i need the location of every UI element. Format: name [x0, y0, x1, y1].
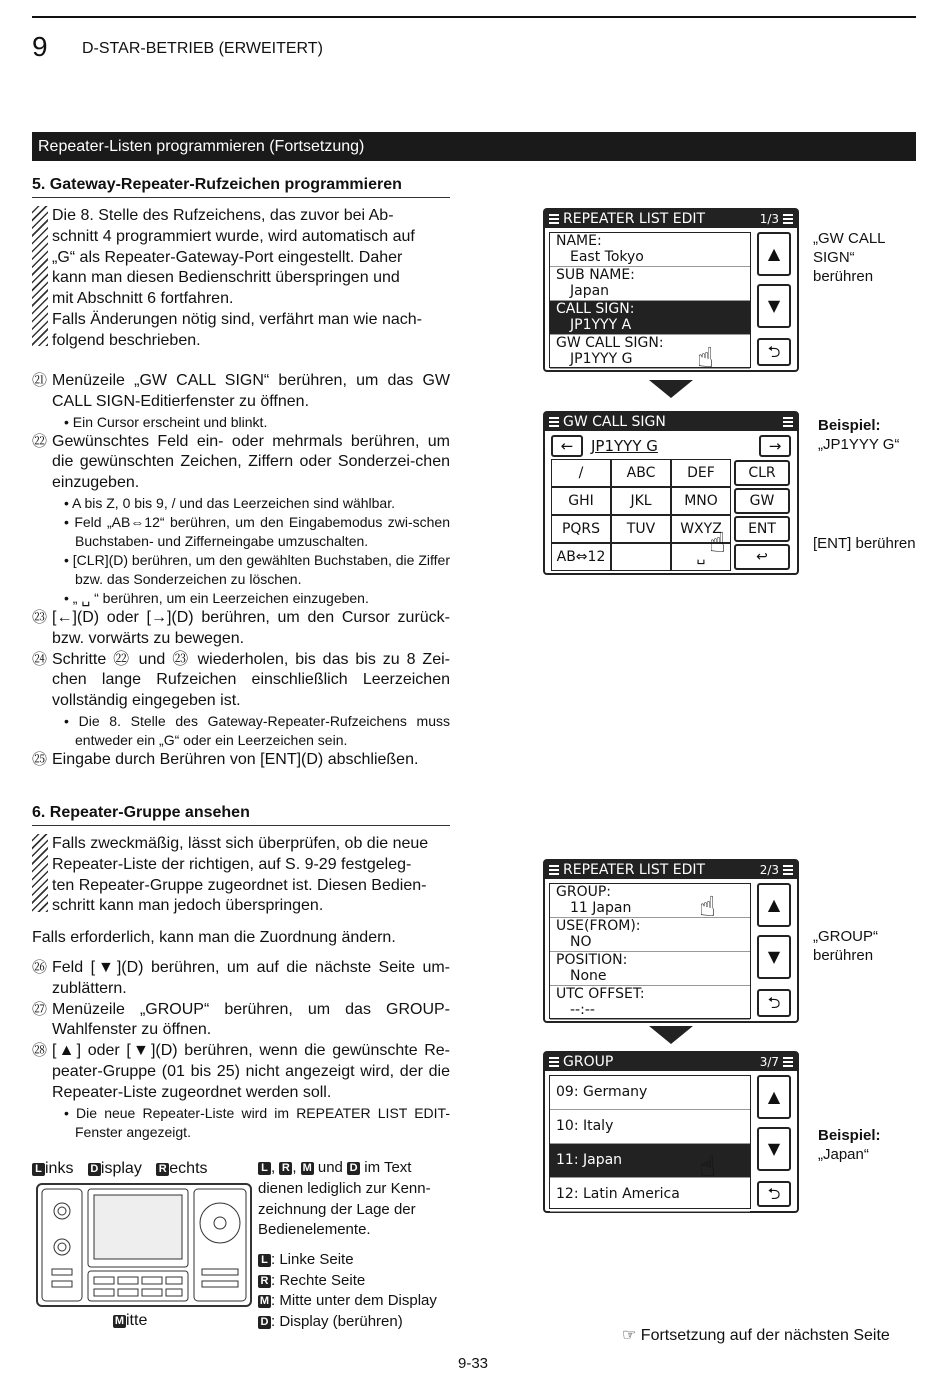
- screen-title: GROUP: [563, 1054, 614, 1070]
- legend-letter: L: [258, 1254, 271, 1267]
- menu-row[interactable]: [550, 1178, 750, 1212]
- note-line: Falls Änderungen nötig sind, verfährt man wie nach-: [52, 310, 422, 328]
- menu-row[interactable]: [550, 952, 750, 986]
- touch-hand-icon: ☝: [709, 526, 727, 559]
- legend-text: : Display (berühren): [271, 1312, 403, 1330]
- step-text: Gewünschtes Feld ein- oder mehrmals berühren, um die gewünschten Zeichen, Ziffern oder Sonderzei-chen einzugeben.: [52, 432, 450, 492]
- keypad-key[interactable]: ↩: [734, 544, 790, 570]
- page-indicator: 3/7: [759, 1055, 779, 1069]
- keypad-key[interactable]: GW: [734, 488, 790, 514]
- keypad-key[interactable]: JKL: [611, 487, 671, 515]
- screen-title-bar: [545, 210, 797, 228]
- step-note-text: • Feld „AB⇔12“ berühren, um den Eingabemodus zwi-schen Buchstaben- und Zifferneingabe umzuschalten.: [64, 513, 450, 549]
- entry-row: [551, 435, 791, 457]
- menu-icon: [549, 865, 559, 875]
- call-sign-field[interactable]: JP1YYY G: [591, 437, 658, 455]
- radio-front-drawing: [38, 1185, 250, 1305]
- screen-4-caption: Beispiel: „Japan“: [818, 1127, 881, 1163]
- step-number: ㉒: [32, 432, 48, 450]
- legend-text: : Rechte Seite: [271, 1271, 366, 1289]
- menu-icon: [549, 1057, 559, 1067]
- arrow-down-icon: [649, 380, 693, 398]
- menu-icon: [783, 417, 793, 427]
- keypad-key[interactable]: ␣: [671, 543, 731, 571]
- note-line: Die 8. Stelle des Rufzeichens, das zuvor bei Ab-: [52, 207, 394, 224]
- step-text: [▲] oder [▼](D) berühren, wenn die gewünschte Re-peater-Gruppe (01 bis 25) nicht angezeigt wird, der die Repeater-Liste zugeordnet werden soll.: [52, 1042, 450, 1101]
- row-value: 11 Japan: [570, 900, 632, 916]
- section-band: [32, 132, 916, 161]
- keypad-key[interactable]: ENT: [734, 516, 790, 542]
- chapter-number: 9: [32, 31, 48, 62]
- step-item: [32, 958, 450, 1000]
- page-indicator: 2/3: [759, 863, 779, 877]
- section-6-steps: [32, 958, 450, 1142]
- legend-text: : Linke Seite: [271, 1251, 354, 1268]
- group-name: 12: Latin America: [556, 1186, 680, 1202]
- step-note: [32, 413, 450, 432]
- note-line: mit Abschnitt 6 fortfahren.: [52, 290, 234, 308]
- step-item: [32, 608, 450, 650]
- menu-row[interactable]: [550, 1144, 750, 1178]
- section-5-title: 5. Gateway-Repeater-Rufzeichen programmieren: [32, 176, 450, 198]
- back-button[interactable]: ⮌: [757, 989, 791, 1017]
- screen-title: REPEATER LIST EDIT: [563, 211, 706, 227]
- step-item: [32, 750, 450, 771]
- row-value: Japan: [570, 283, 610, 299]
- step-item: [32, 432, 450, 494]
- step-text: [←](D) oder [→](D) berühren, um den Cursor zurück- bzw. vorwärts zu bewegen.: [52, 608, 450, 647]
- section-6-note: [32, 834, 450, 918]
- screen-3-caption: „GROUP“ berühren: [813, 928, 878, 964]
- letter-display: D isplay: [88, 1160, 142, 1177]
- keypad-key[interactable]: TUV: [611, 515, 671, 543]
- legend-letter: R: [258, 1275, 271, 1288]
- menu-icon: [783, 1057, 793, 1067]
- legend-item: [258, 1291, 458, 1312]
- row-label: UTC OFFSET:: [556, 986, 645, 1002]
- step-number: ㉕: [32, 750, 48, 768]
- note-line: kann man diesen Bedienschritt überspringen und: [52, 269, 400, 287]
- group-name: 11: Japan: [556, 1152, 623, 1168]
- menu-icon: [783, 865, 793, 875]
- legend-item: [258, 1250, 458, 1271]
- menu-row[interactable]: [550, 986, 750, 1020]
- menu-list: [549, 232, 751, 368]
- row-label: CALL SIGN:: [556, 301, 635, 317]
- touch-hand-icon: ☝: [697, 341, 715, 374]
- group-list: [549, 1075, 751, 1209]
- screen-repeater-list-edit-1: [543, 208, 799, 372]
- step-number: ㉔: [32, 650, 48, 668]
- screen-title-bar: [545, 1053, 797, 1071]
- note-text: [52, 834, 450, 917]
- note-line: „G“ als Repeater-Gateway-Port eingestellt. Daher: [52, 248, 403, 266]
- screen-gw-call-sign: [543, 411, 799, 575]
- legend-intro: L , R , M und D im Text dienen lediglich zur Kenn- zeichnung der Lage der Bedienelemente.: [258, 1159, 431, 1239]
- step-note: [32, 712, 450, 750]
- header-rule: [32, 16, 916, 18]
- step-note: [32, 1104, 450, 1142]
- page-number: 9-33: [458, 1355, 489, 1372]
- step-number: ㉗: [32, 1000, 48, 1018]
- keypad-key[interactable]: ABC: [611, 459, 671, 487]
- row-value: JP1YYY A: [570, 317, 632, 333]
- scroll-down-button[interactable]: ▼: [757, 935, 791, 979]
- step-text: Menüzeile „GROUP“ berühren, um das GROUP-Wahlfenster zu öffnen.: [52, 1000, 450, 1039]
- screen-1-caption: „GW CALL SIGN“ berühren: [813, 230, 886, 285]
- keypad-key[interactable]: GHI: [551, 487, 611, 515]
- scroll-down-button[interactable]: ▼: [757, 284, 791, 328]
- screen-2-caption: Beispiel: „JP1YYY G“: [818, 417, 900, 453]
- legend-labels: [32, 1160, 227, 1178]
- step-item: [32, 371, 450, 413]
- note-line: Falls zweckmäßig, lässt sich überprüfen, ob die neue: [52, 835, 429, 852]
- step-note-text: • „ ␣ “ berühren, um ein Leerzeichen einzugeben.: [64, 589, 369, 606]
- menu-row[interactable]: [550, 301, 750, 335]
- group-name: 10: Italy: [556, 1118, 614, 1134]
- note-line: ten Repeater-Gruppe zugeordnet ist. Diesen Bedien-: [52, 876, 427, 894]
- note-text: [52, 206, 450, 352]
- step-item: [32, 1041, 450, 1103]
- step-number: ㉓: [32, 608, 48, 626]
- legend-text: : Mitte unter dem Display: [271, 1292, 437, 1309]
- menu-row[interactable]: [550, 267, 750, 301]
- step-note-text: • A bis Z, 0 bis 9, / und das Leerzeichen sind wählbar.: [64, 494, 395, 511]
- step-note: [32, 494, 450, 513]
- touch-hand-icon: ☝: [699, 1150, 717, 1183]
- section-5-note: [32, 206, 450, 352]
- step-text: Feld [▼](D) berühren, um auf die nächste Seite um-zublättern.: [52, 959, 450, 997]
- row-label: USE(FROM):: [556, 918, 641, 934]
- keypad-key[interactable]: CLR: [734, 460, 790, 486]
- character-keypad: [551, 459, 793, 571]
- note-hatch: [32, 206, 48, 346]
- menu-icon: [783, 214, 793, 224]
- step-note: [32, 589, 450, 608]
- letter-left: L inks: [32, 1160, 73, 1177]
- row-value: JP1YYY G: [570, 351, 633, 367]
- section-5-steps: [32, 371, 450, 771]
- keypad-key[interactable]: MNO: [671, 487, 731, 515]
- radio-front-image: [36, 1183, 252, 1307]
- back-button[interactable]: ⮌: [757, 1181, 791, 1207]
- keypad-key[interactable]: AB⇔12: [551, 543, 611, 571]
- screen-title-bar: [545, 413, 797, 431]
- screen-group: [543, 1051, 799, 1213]
- legend-items: [258, 1250, 458, 1332]
- step-note-text: • Ein Cursor erscheint und blinkt.: [64, 413, 268, 430]
- step-text: Menüzeile „GW CALL SIGN“ berühren, um das GW CALL SIGN-Editierfenster zu öffnen.: [52, 372, 450, 410]
- row-value: East Tokyo: [570, 249, 644, 265]
- step-text: Eingabe durch Berühren von [ENT](D) abschließen.: [52, 750, 419, 768]
- row-label: GROUP:: [556, 884, 612, 900]
- step-number: ㉖: [32, 959, 48, 976]
- keypad-key[interactable]: [611, 543, 671, 571]
- row-value: NO: [570, 934, 592, 950]
- row-label: SUB NAME:: [556, 267, 635, 283]
- letter-middle: M itte: [114, 1312, 148, 1329]
- screen-title: GW CALL SIGN: [563, 414, 666, 430]
- legend-letter: M: [259, 1295, 270, 1307]
- menu-icon: [549, 417, 559, 427]
- screen-title: REPEATER LIST EDIT: [563, 862, 706, 878]
- screen-repeater-list-edit-2: [543, 859, 799, 1023]
- ent-caption: [ENT] berühren: [813, 535, 916, 552]
- note-line: schnitt 4 programmiert wurde, wird automatisch auf: [52, 227, 415, 245]
- letter-right: R echts: [156, 1160, 207, 1177]
- row-label: NAME:: [556, 233, 602, 249]
- chapter-title: D-STAR-BETRIEB (ERWEITERT): [82, 40, 323, 57]
- keypad-key[interactable]: /: [551, 459, 611, 487]
- note-hatch: [32, 834, 48, 912]
- step-note: [32, 513, 450, 551]
- scroll-up-button[interactable]: ▲: [757, 232, 791, 276]
- step-note-text: • [CLR](D) berühren, um den gewählten Buchstaben, die Ziffer bzw. das Sonderzeichen zu löschen.: [64, 551, 450, 587]
- section-6-title: 6. Repeater-Gruppe ansehen: [32, 804, 450, 826]
- note-line: folgend beschrieben.: [52, 331, 201, 349]
- legend-letter: D: [258, 1316, 271, 1329]
- step-note-text: • Die 8. Stelle des Gateway-Repeater-Rufzeichens muss entweder ein „G“ oder ein Leerzeichen sein.: [64, 712, 450, 748]
- step-item: [32, 650, 450, 712]
- cursor-right-button[interactable]: →: [759, 435, 791, 457]
- cursor-left-button[interactable]: ←: [551, 435, 583, 457]
- step-number: ㉘: [32, 1042, 48, 1060]
- group-name: 09: Germany: [556, 1084, 648, 1100]
- step-note-text: • Die neue Repeater-Liste wird im REPEATER LIST EDIT-Fenster angezeigt.: [64, 1104, 450, 1140]
- touch-hand-icon: ☝: [699, 890, 717, 923]
- step-number: ㉑: [32, 372, 48, 389]
- scroll-down-button[interactable]: ▼: [757, 1127, 791, 1171]
- continue-note: ☞ Fortsetzung auf der nächsten Seite: [622, 1327, 890, 1344]
- band-title: Repeater-Listen programmieren (Fortsetzung): [38, 138, 365, 155]
- back-button[interactable]: ⮌: [757, 338, 791, 366]
- keypad-key[interactable]: WXYZ: [671, 515, 731, 543]
- menu-row[interactable]: [550, 233, 750, 267]
- menu-row[interactable]: [550, 335, 750, 369]
- note-line: Repeater-Liste der richtigen, auf S. 9-29 festgeleg-: [52, 855, 412, 873]
- row-value: --:--: [570, 1002, 595, 1018]
- menu-list: [549, 883, 751, 1019]
- menu-row[interactable]: [550, 884, 750, 918]
- keypad-key[interactable]: PQRS: [551, 515, 611, 543]
- keypad-key[interactable]: DEF: [671, 459, 731, 487]
- page-indicator: 1/3: [759, 212, 779, 226]
- menu-row[interactable]: [550, 1110, 750, 1144]
- row-value: None: [570, 968, 607, 984]
- menu-icon: [549, 214, 559, 224]
- menu-row[interactable]: [550, 918, 750, 952]
- legend-item: [258, 1271, 458, 1292]
- menu-row[interactable]: [550, 1076, 750, 1110]
- step-text: Schritte ㉒ und ㉓ wiederholen, bis das bis zu 8 Zei-chen lange Rufzeichen einschließlich Leerzeichen vollständig eingegeben ist.: [52, 650, 450, 710]
- row-label: POSITION:: [556, 952, 628, 968]
- scroll-up-button[interactable]: ▲: [757, 883, 791, 927]
- row-label: GW CALL SIGN:: [556, 335, 664, 351]
- note-line: schritt kann man jedoch überspringen.: [52, 897, 324, 915]
- legend-item: [258, 1312, 458, 1333]
- step-item: [32, 1000, 450, 1042]
- section-6-para: Falls erforderlich, kann man die Zuordnung ändern.: [32, 929, 396, 946]
- arrow-down-icon: [649, 1026, 693, 1044]
- screen-title-bar: [545, 861, 797, 879]
- scroll-up-button[interactable]: ▲: [757, 1075, 791, 1119]
- step-note: [32, 551, 450, 589]
